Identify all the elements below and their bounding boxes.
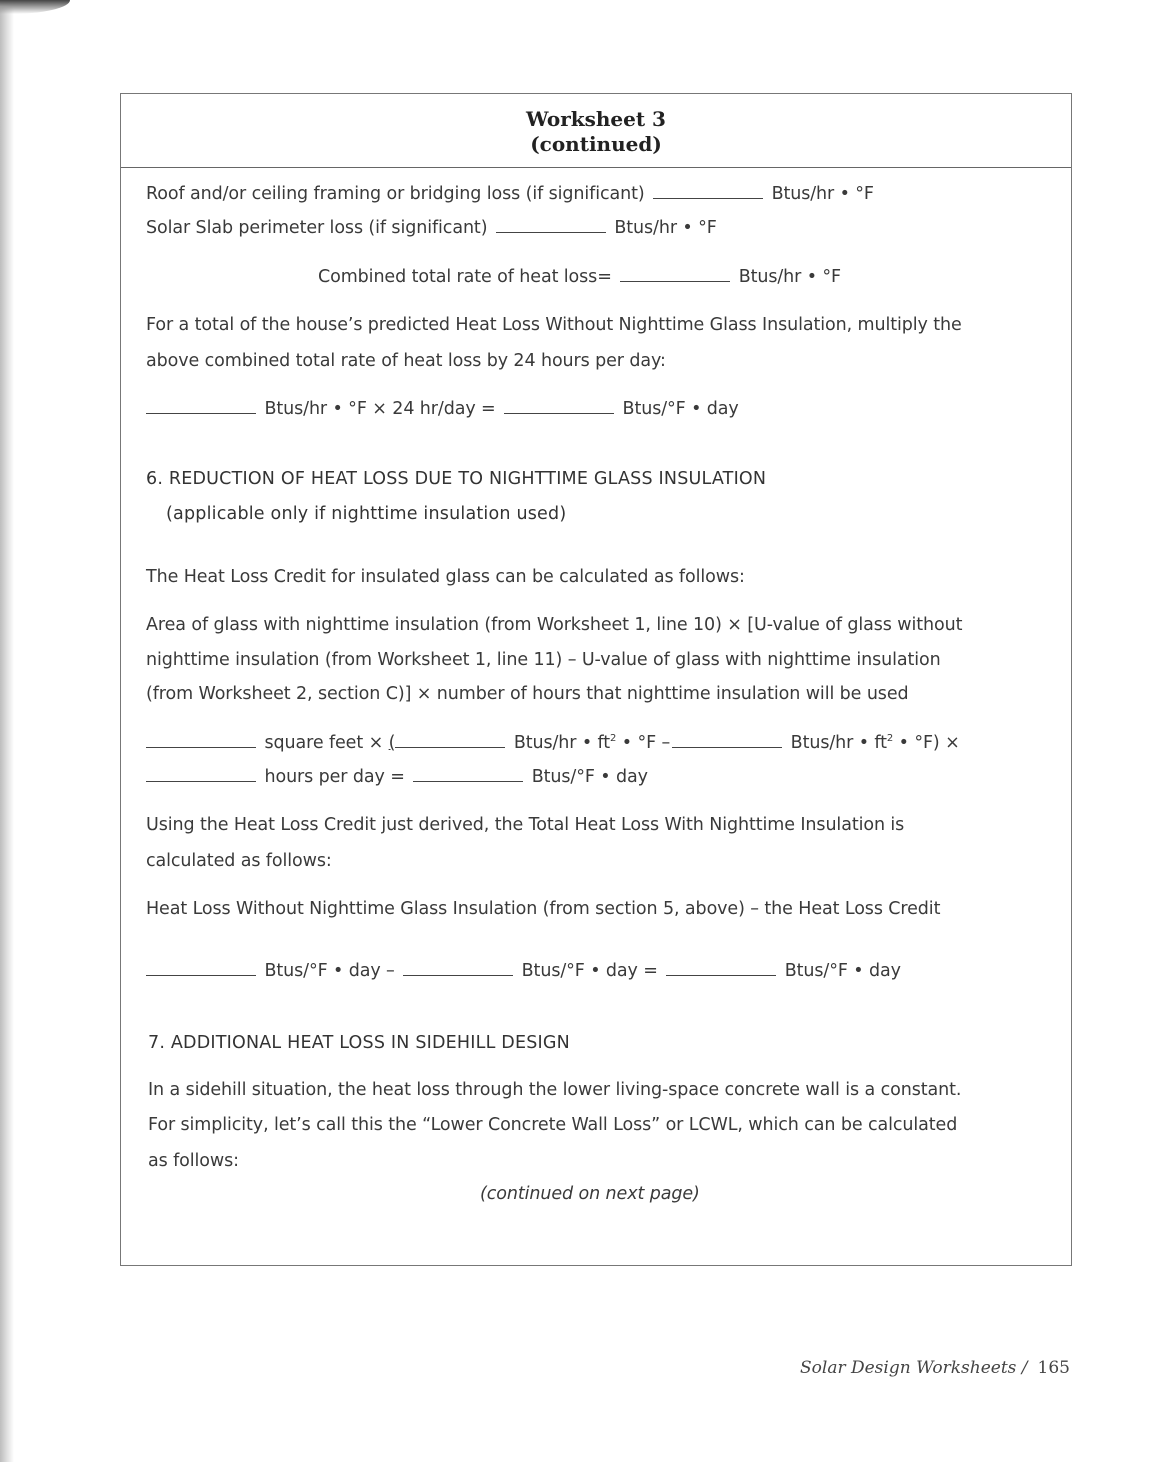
section6-intro: The Heat Loss Credit for insulated glass can be calculated as follows: xyxy=(146,567,745,587)
slab-loss-unit: Btus/hr • °F xyxy=(614,218,717,238)
roof-loss-line xyxy=(146,184,874,204)
credit-unit: Btus/°F • day = xyxy=(521,961,658,981)
daily-loss-field[interactable] xyxy=(504,412,614,414)
loss-without-field[interactable] xyxy=(146,974,256,976)
section7-para-line2: For simplicity, let’s call this the “Lower Concrete Wall Loss” or LCWL, which can be calculated xyxy=(148,1115,958,1135)
equation-credit-line2 xyxy=(146,767,648,787)
total-with-unit: Btus/°F • day xyxy=(784,961,901,981)
combined-loss-label: Combined total rate of heat loss= xyxy=(318,267,612,287)
roof-loss-label: Roof and/or ceiling framing or bridging loss (if significant) xyxy=(146,184,645,204)
page-footer xyxy=(800,1358,1070,1378)
hours-per-day-label: hours per day = xyxy=(264,767,405,787)
paragraph-24h-line1: For a total of the house’s predicted Heat Loss Without Nighttime Glass Insulation, multiply the xyxy=(146,315,962,335)
u-value-with-field[interactable] xyxy=(672,746,782,748)
page-number: 165 xyxy=(1037,1358,1070,1378)
section7-heading: 7. ADDITIONAL HEAT LOSS IN SIDEHILL DESIGN xyxy=(148,1033,570,1053)
section7-para-line1: In a sidehill situation, the heat loss through the lower living-space concrete wall is a constant. xyxy=(148,1080,962,1100)
u-value-without-field[interactable] xyxy=(395,746,505,748)
slab-loss-field[interactable] xyxy=(496,231,606,233)
worksheet-header xyxy=(121,94,1071,168)
paragraph-24h-line2: above combined total rate of heat loss by 24 hours per day: xyxy=(146,351,666,371)
open-paren: ( xyxy=(388,733,396,753)
section6-para-line1: Area of glass with nighttime insulation (from Worksheet 1, line 10) × [U-value of glass without xyxy=(146,615,963,635)
total-with-field[interactable] xyxy=(666,974,776,976)
credit-field[interactable] xyxy=(403,974,513,976)
combined-loss-line xyxy=(318,267,841,287)
equation-total xyxy=(146,961,901,981)
u-value-with-unit: Btus/hr • $ft^2$ • °F) × xyxy=(790,733,960,753)
section6-para-line3: (from Worksheet 2, section C)] × number of hours that nighttime insulation will be used xyxy=(146,684,909,704)
equation-24h xyxy=(146,399,739,419)
worksheet-subtitle: (continued) xyxy=(530,132,662,156)
without-insulation-line: Heat Loss Without Nighttime Glass Insulation (from section 5, above) – the Heat Loss Credit xyxy=(146,899,941,919)
worksheet-title: Worksheet 3 xyxy=(526,107,666,131)
book-title: Solar Design Worksheets / xyxy=(800,1358,1028,1378)
heat-loss-credit-field[interactable] xyxy=(413,780,523,782)
section6-para-line2: nighttime insulation (from Worksheet 1, line 11) – U-value of glass with nighttime insulation xyxy=(146,650,941,670)
section7-para-line3: as follows: xyxy=(148,1151,239,1171)
section6-subheading: (applicable only if nighttime insulation used) xyxy=(166,504,567,524)
loss-without-unit: Btus/°F • day – xyxy=(264,961,395,981)
equation-24h-unit: Btus/°F • day xyxy=(622,399,739,419)
glass-area-field[interactable] xyxy=(146,746,256,748)
u-value-without-unit: Btus/hr • $ft^2$ • °F – xyxy=(513,733,671,753)
combined-loss-unit: Btus/hr • °F xyxy=(738,267,842,287)
roof-loss-unit: Btus/hr • °F xyxy=(771,184,874,204)
page-edge-shadow xyxy=(0,0,14,1462)
continued-note: (continued on next page) xyxy=(480,1184,700,1204)
rate-field[interactable] xyxy=(146,412,256,414)
using-credit-line2: calculated as follows: xyxy=(146,851,332,871)
heat-loss-credit-unit: Btus/°F • day xyxy=(531,767,648,787)
using-credit-line1: Using the Heat Loss Credit just derived, the Total Heat Loss With Nighttime Insulation is xyxy=(146,815,905,835)
equation-credit-line1 xyxy=(146,733,960,753)
section6-heading: 6. REDUCTION OF HEAT LOSS DUE TO NIGHTTIME GLASS INSULATION xyxy=(146,469,767,489)
equation-24h-mid: Btus/hr • °F × 24 hr/day = xyxy=(264,399,496,419)
slab-loss-line xyxy=(146,218,717,238)
roof-loss-field[interactable] xyxy=(653,197,763,199)
slab-loss-label: Solar Slab perimeter loss (if significant) xyxy=(146,218,488,238)
combined-loss-field[interactable] xyxy=(620,280,730,282)
page-corner-shadow xyxy=(0,0,70,14)
square-feet-label: square feet × xyxy=(264,733,384,753)
hours-per-day-field[interactable] xyxy=(146,780,256,782)
